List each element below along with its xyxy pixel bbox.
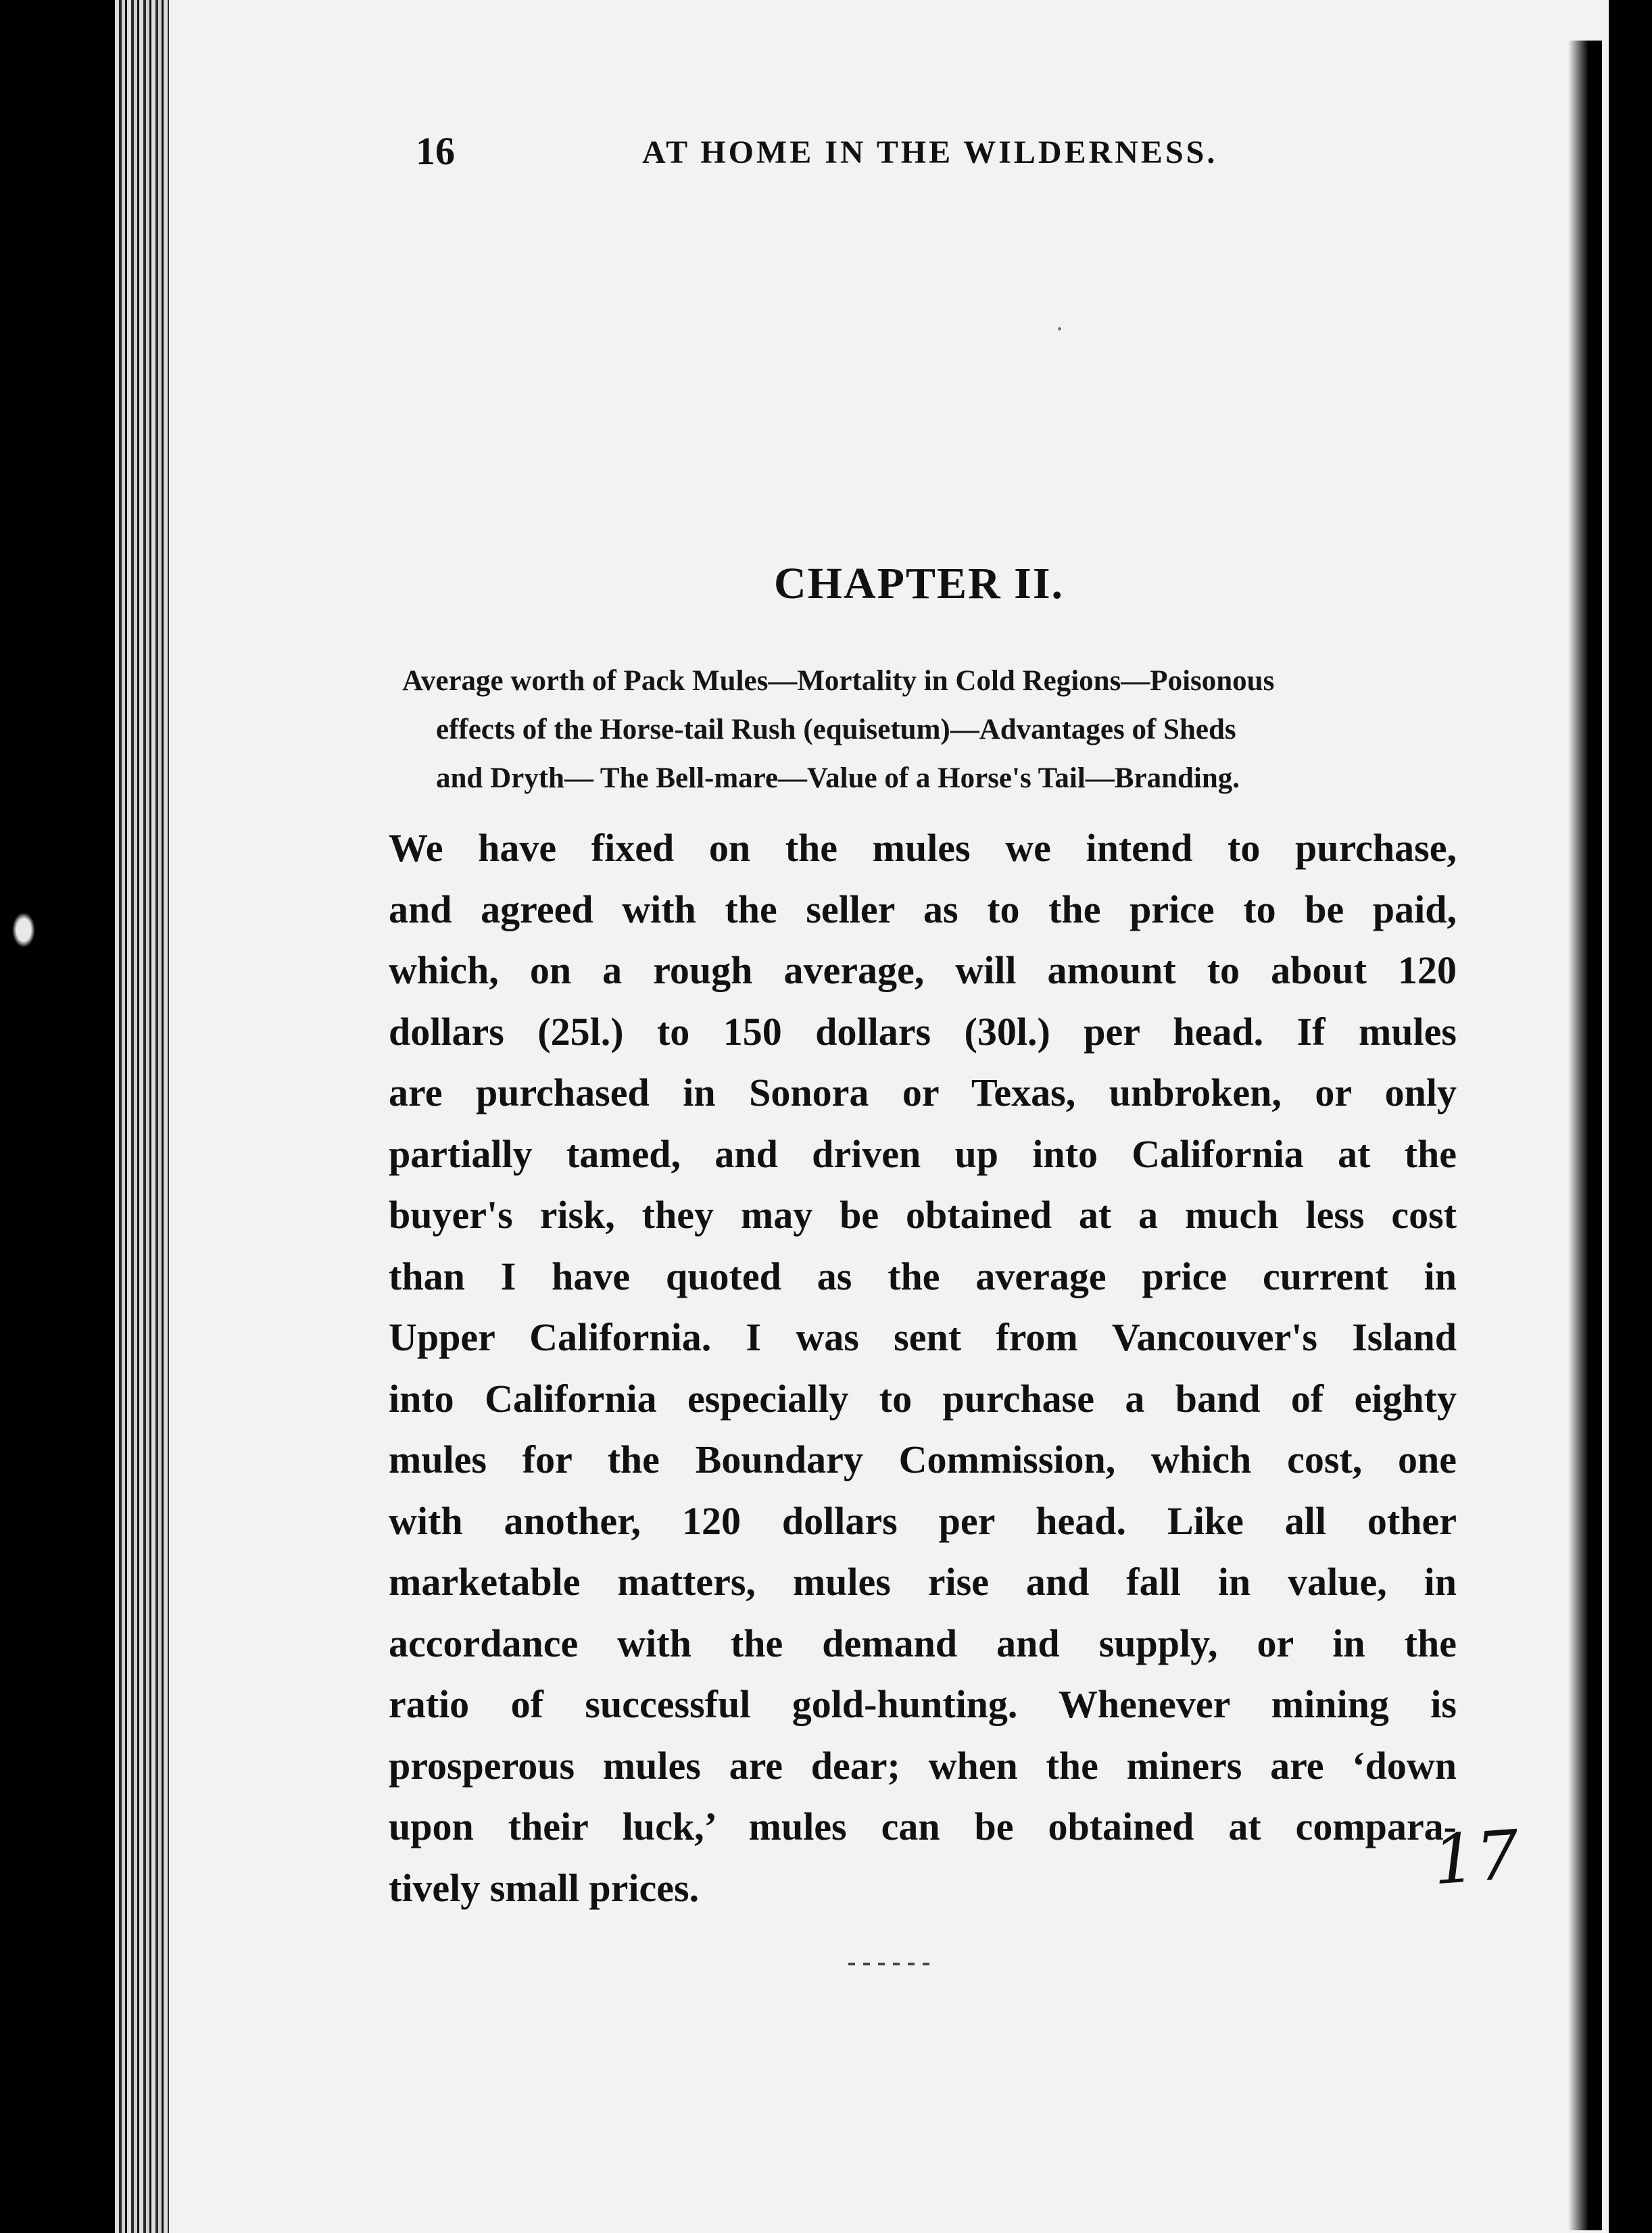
- page-curl-shadow: [1568, 41, 1602, 2230]
- chapter-heading: CHAPTER II.: [774, 559, 1065, 608]
- body-line: and agreed with the seller as to the price to be paid,: [389, 887, 1457, 931]
- body-line: which, on a rough average, will amount to about 120: [389, 948, 1457, 992]
- page-edges: [115, 0, 176, 2233]
- body-line: buyer's risk, they may be obtained at a much less cost: [389, 1193, 1457, 1237]
- body-line: partially tamed, and driven up into California at the: [389, 1131, 1457, 1176]
- body-paragraph: [389, 818, 1457, 1919]
- body-line: We have fixed on the mules we intend to purchase,: [389, 826, 1457, 870]
- body-line: prosperous mules are dear; when the miners are ‘down: [389, 1743, 1457, 1788]
- synopsis-line: and Dryth— The Bell-mare—Value of a Horse's Tail—Branding.: [436, 762, 1240, 794]
- film-mark: [12, 912, 35, 948]
- body-line: mules for the Boundary Commission, which cost, one: [389, 1438, 1457, 1481]
- body-line: tively small prices.: [389, 1865, 700, 1910]
- body-line: accordance with the demand and supply, or in the: [389, 1621, 1457, 1665]
- body-line: marketable matters, mules rise and fall in value, in: [389, 1560, 1457, 1604]
- chapter-synopsis: [402, 657, 1450, 803]
- running-title: AT HOME IN THE WILDERNESS.: [642, 134, 1218, 170]
- scan-speck: [1058, 327, 1061, 330]
- body-line: are purchased in Sonora or Texas, unbroken, or only: [389, 1071, 1457, 1114]
- page-number: 16: [416, 129, 455, 173]
- body-line: with another, 120 dollars per head. Like all other: [389, 1498, 1457, 1543]
- body-line: upon their luck,’ mules can be obtained at compara-: [389, 1805, 1457, 1848]
- body-line: dollars (25l.) to 150 dollars (30l.) per head. If mules: [389, 1009, 1457, 1054]
- body-line: ratio of successful gold-hunting. Whenever mining is: [389, 1682, 1457, 1726]
- body-line: than I have quoted as the average price current in: [389, 1254, 1457, 1298]
- synopsis-line: Average worth of Pack Mules—Mortality in Cold Regions—Poisonous: [402, 665, 1275, 697]
- body-line: Upper California. I was sent from Vancouver's Island: [389, 1315, 1457, 1359]
- handwritten-page-number: 17: [1430, 1815, 1522, 1900]
- footer-mark: [848, 1963, 929, 1965]
- synopsis-line: effects of the Horse-tail Rush (equisetum)—Advantages of Sheds: [436, 714, 1236, 745]
- body-line: into California especially to purchase a band of eighty: [389, 1376, 1457, 1421]
